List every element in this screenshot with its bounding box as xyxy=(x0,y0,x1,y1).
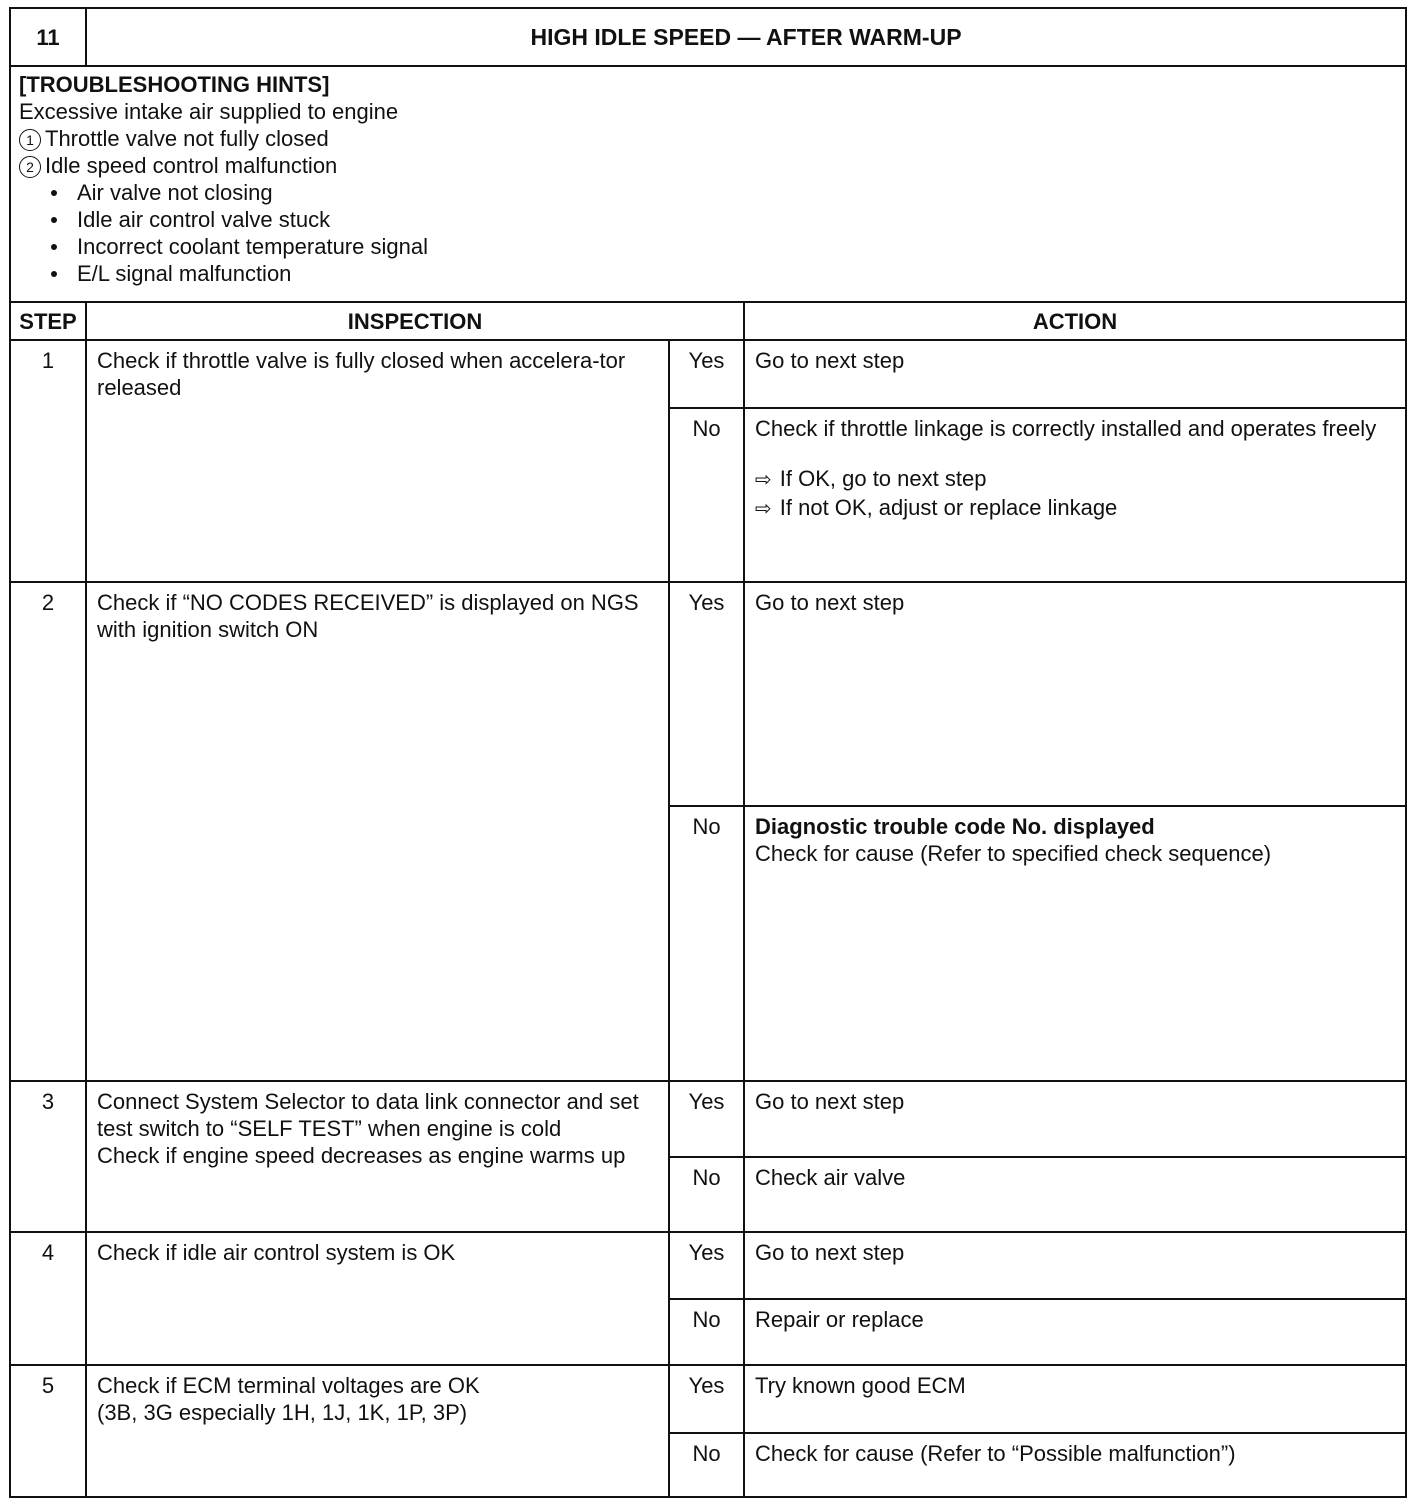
no-action-text: Check for cause (Refer to specified check sequence) xyxy=(755,841,1272,866)
step-number: 5 xyxy=(10,1365,86,1497)
column-header-row xyxy=(10,302,1406,340)
step-row xyxy=(10,1232,1406,1299)
inspection-line: Check if engine speed decreases as engine warms up xyxy=(97,1143,626,1168)
step-row xyxy=(10,340,1406,408)
column-header-inspection: INSPECTION xyxy=(86,302,744,340)
no-action: Check for cause (Refer to “Possible malfunction”) xyxy=(744,1433,1406,1497)
step-row xyxy=(10,582,1406,806)
yes-label: Yes xyxy=(669,1365,744,1433)
no-action: Check air valve xyxy=(744,1157,1406,1232)
no-action-text: Check if throttle linkage is correctly installed and operates freely xyxy=(755,416,1377,441)
step-inspection xyxy=(86,1365,669,1497)
no-label: No xyxy=(669,1433,744,1497)
inspection-line: (3B, 3G especially 1H, 1J, 1K, 1P, 3P) xyxy=(97,1400,468,1425)
column-header-step: STEP xyxy=(10,302,86,340)
step-inspection: Check if idle air control system is OK xyxy=(86,1232,669,1365)
yes-label: Yes xyxy=(669,582,744,806)
step-number: 2 xyxy=(10,582,86,1081)
step-number: 3 xyxy=(10,1081,86,1232)
sub-action xyxy=(755,494,1395,523)
yes-label: Yes xyxy=(669,1081,744,1157)
hint-bullet: Air valve not closing xyxy=(51,179,1405,206)
hint-bullet-list xyxy=(19,179,1405,287)
troubleshooting-table xyxy=(9,7,1407,1498)
hints-row xyxy=(10,66,1406,302)
sub-action-text: If OK, go to next step xyxy=(779,466,987,491)
no-action-heading: Diagnostic trouble code No. displayed xyxy=(755,814,1155,839)
hints-intro: Excessive intake air supplied to engine xyxy=(19,99,399,124)
circled-number-icon: 2 xyxy=(19,156,41,178)
procedure-number: 11 xyxy=(10,8,86,66)
yes-label: Yes xyxy=(669,1232,744,1299)
circled-number-icon: 1 xyxy=(19,129,41,151)
header-row xyxy=(10,8,1406,66)
hint-item-text: Idle speed control malfunction xyxy=(45,153,338,178)
arrow-right-icon: ⇨ xyxy=(755,498,772,520)
yes-action: Try known good ECM xyxy=(744,1365,1406,1433)
hints-heading: [TROUBLESHOOTING HINTS] xyxy=(19,72,330,97)
yes-action: Go to next step xyxy=(744,582,1406,806)
step-number: 4 xyxy=(10,1232,86,1365)
sub-action xyxy=(755,465,1395,494)
troubleshooting-sheet xyxy=(9,7,1405,1497)
no-action xyxy=(744,408,1406,582)
yes-action: Go to next step xyxy=(744,340,1406,408)
step-row xyxy=(10,1081,1406,1157)
hint-item-text: Throttle valve not fully closed xyxy=(45,126,329,151)
procedure-title: HIGH IDLE SPEED — AFTER WARM-UP xyxy=(86,8,1406,66)
hint-bullet: Idle air control valve stuck xyxy=(51,206,1405,233)
hint-bullet: E/L signal malfunction xyxy=(51,260,1405,287)
step-row xyxy=(10,1365,1406,1433)
sub-action-text: If not OK, adjust or replace linkage xyxy=(779,495,1118,520)
no-label: No xyxy=(669,1157,744,1232)
yes-action: Go to next step xyxy=(744,1081,1406,1157)
no-label: No xyxy=(669,1299,744,1365)
no-label: No xyxy=(669,806,744,1081)
step-inspection xyxy=(86,1081,669,1232)
inspection-line: Check if ECM terminal voltages are OK xyxy=(97,1373,480,1398)
step-number: 1 xyxy=(10,340,86,582)
hint-item xyxy=(19,152,1405,179)
step-inspection: Check if throttle valve is fully closed when accelera-tor released xyxy=(86,340,669,582)
hint-bullet: Incorrect coolant temperature signal xyxy=(51,233,1405,260)
yes-action: Go to next step xyxy=(744,1232,1406,1299)
no-action xyxy=(744,806,1406,1081)
step-inspection: Check if “NO CODES RECEIVED” is displayed on NGS with ignition switch ON xyxy=(86,582,669,1081)
no-action: Repair or replace xyxy=(744,1299,1406,1365)
hint-item xyxy=(19,125,1405,152)
troubleshooting-hints xyxy=(10,66,1406,302)
inspection-line: Connect System Selector to data link connector and set test switch to “SELF TEST” when engine is cold xyxy=(97,1089,639,1141)
arrow-right-icon: ⇨ xyxy=(755,469,772,491)
column-header-action: ACTION xyxy=(744,302,1406,340)
no-label: No xyxy=(669,408,744,582)
yes-label: Yes xyxy=(669,340,744,408)
